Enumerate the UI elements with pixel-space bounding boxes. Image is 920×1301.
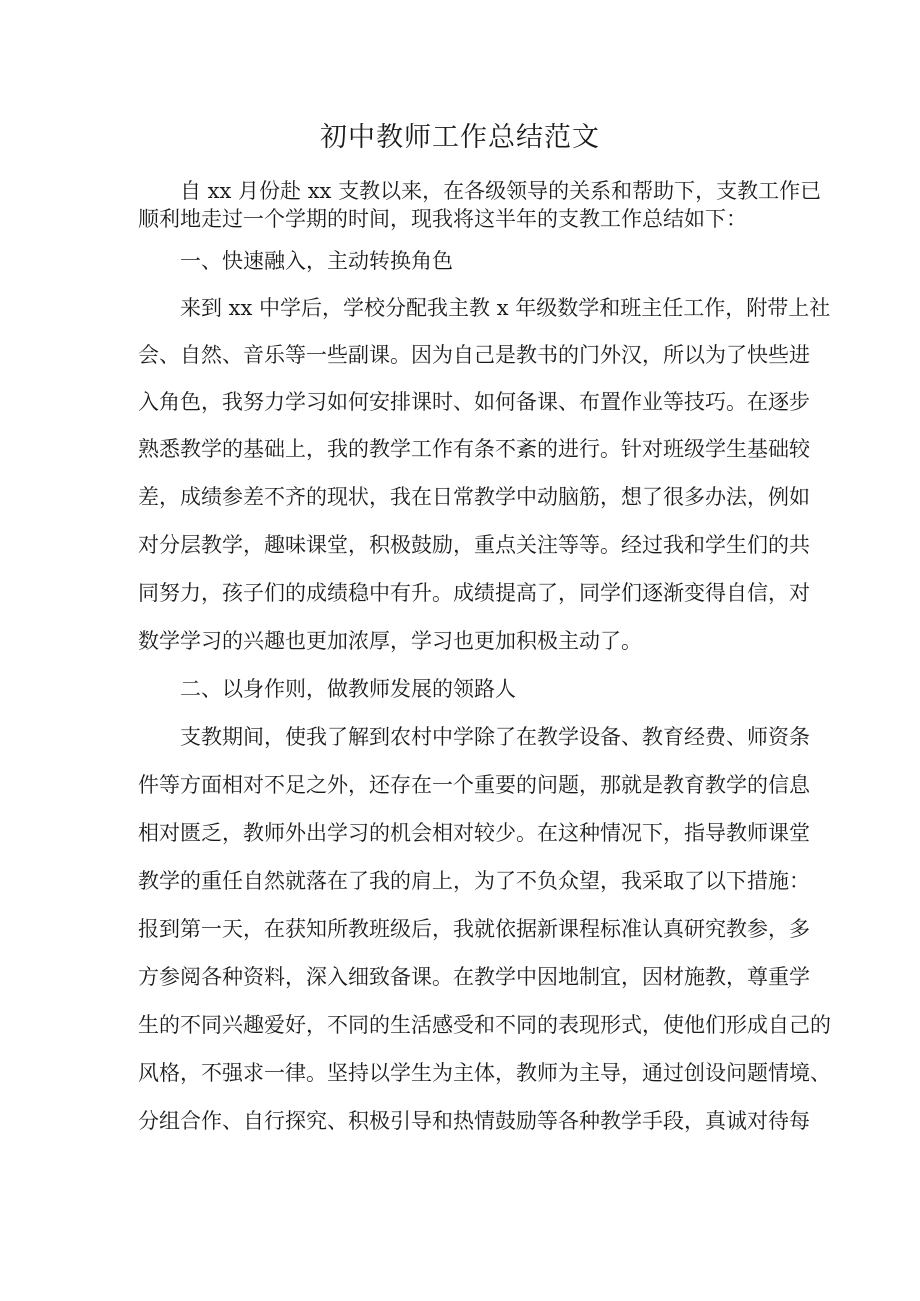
section-1-heading: 一、快速融入，主动转换角色 [180,249,453,273]
section-1-line: 会、自然、音乐等一些副课。因为自己是教书的门外汉，所以为了快些进 [138,343,810,367]
section-2-line: 方参阅各种资料，深入细致备课。在教学中因地制宜，因材施教，尊重学 [138,965,810,989]
section-2-line: 报到第一天，在获知所教班级后，我就依据新课程标准认真研究教参，多 [138,917,810,941]
section-1-line: 熟悉教学的基础上，我的教学工作有条不紊的进行。针对班级学生基础较 [138,437,810,461]
section-2-heading: 二、以身作则，做教师发展的领路人 [180,677,516,701]
section-1-line: 对分层教学，趣味课堂，积极鼓励，重点关注等等。经过我和学生们的共 [138,533,810,557]
section-2-line: 支教期间，使我了解到农村中学除了在教学设备、教育经费、师资条 [180,725,810,749]
section-1-line: 同努力，孩子们的成绩稳中有升。成绩提高了，同学们逐渐变得自信，对 [138,581,810,605]
intro-line-1: 自 xx 月份赴 xx 支教以来，在各级领导的关系和帮助下，支教工作已 [180,179,822,203]
section-1-line: 数学学习的兴趣也更加浓厚，学习也更加积极主动了。 [138,629,642,653]
section-2-line: 生的不同兴趣爱好，不同的生活感受和不同的表现形式，使他们形成自己的 [138,1013,831,1037]
section-2-line: 件等方面相对不足之外，还存在一个重要的问题，那就是教育教学的信息 [138,773,810,797]
section-2-line: 相对匮乏，教师外出学习的机会相对较少。在这种情况下，指导教师课堂 [138,821,810,845]
section-1-line: 入角色，我努力学习如何安排课时、如何备课、布置作业等技巧。在逐步 [138,390,810,414]
document-title: 初中教师工作总结范文 [320,122,600,153]
intro-line-2: 顺利地走过一个学期的时间，现我将这半年的支教工作总结如下： [138,207,747,231]
section-2-line: 分组合作、自行探究、积极引导和热情鼓励等各种教学手段，真诚对待每 [138,1109,810,1133]
section-2-line: 教学的重任自然就落在了我的肩上，为了不负众望，我采取了以下措施： [138,869,810,893]
section-1-line: 来到 xx 中学后，学校分配我主教 x 年级数学和班主任工作，附带上社 [180,296,831,320]
section-1-line: 差，成绩参差不齐的现状，我在日常教学中动脑筋，想了很多办法，例如 [138,485,810,509]
section-2-line: 风格，不强求一律。坚持以学生为主体，教师为主导，通过创设问题情境、 [138,1061,831,1085]
